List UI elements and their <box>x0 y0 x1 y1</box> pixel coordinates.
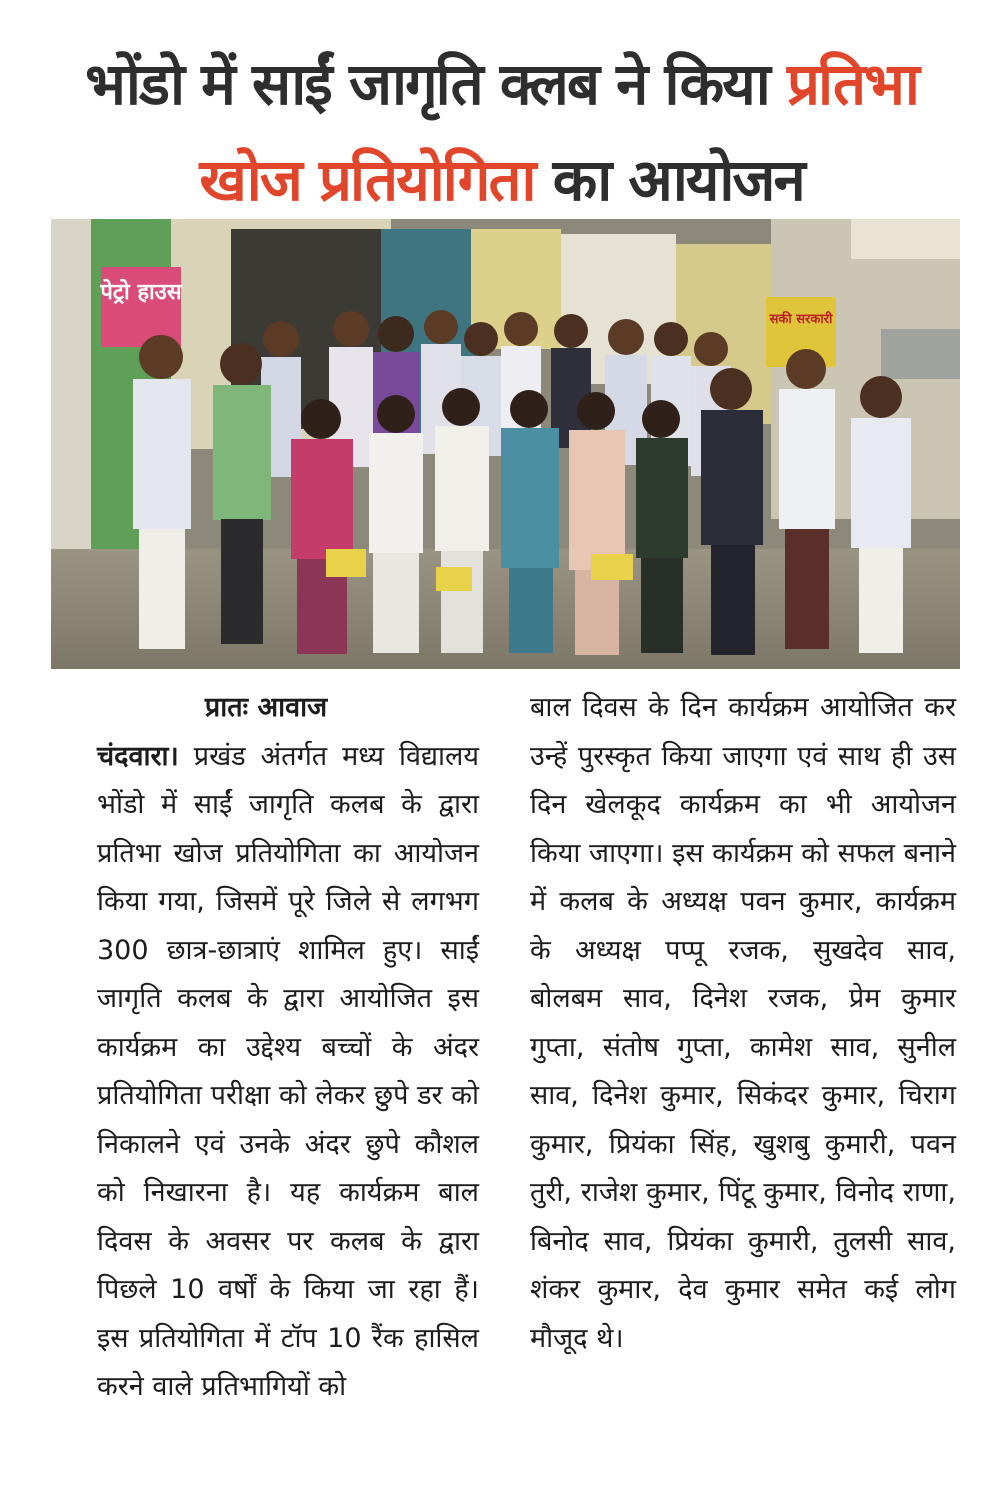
group-photo-illustration <box>51 219 960 669</box>
headline-line-2 <box>20 144 983 216</box>
headline-text-1: भोंडो में साईं जागृति क्लब ने किया <box>85 50 787 118</box>
headline-line-1 <box>20 48 983 120</box>
headline-highlight-1: प्रतिभा <box>786 50 918 118</box>
dateline: चंदवारा। <box>97 740 179 772</box>
board-text: सकी सरकारी <box>769 312 833 327</box>
headline-text-2: का आयोजन <box>534 146 804 214</box>
article-body-left <box>53 733 479 1412</box>
article-text-right: बाल दिवस के दिन कार्यक्रम आयोजित कर उन्हें पुरस्कृत किया जाएगा एवं साथ ही उस दिन खेलकूद कार्यक्रम का भी आयोजन किया जाएगा। इस कार्यक्रम को सफल बनाने में कलब के अध्यक्ष पवन कुमार, कार्यक्रम के अध्यक्ष पप्पू रजक, सुखदेव साव, बोलबम साव, दिनेश रजक, प्रेम कुमार गुप्ता, संतोष गुप्ता, कामेश साव, सुनील साव, दिनेश कुमार, सिकंदर कुमार, चिराग कुमार, प्रियंका सिंह, खुशबु कुमारी, पवन तुरी, राजेश कुमार, पिंटू कुमार, विनोद राणा, बिनोद साव, प्रियंका कुमारी, तुलसी साव, शंकर कुमार, देव कुमार समेत कई लोग मौजूद थे। <box>530 692 956 1354</box>
headline-highlight-2: खोज प्रतियोगिता <box>199 146 535 214</box>
group-photo <box>51 219 960 669</box>
article-text-left: प्रखंड अंतर्गत मध्य विद्यालय भोंडो में साईं जागृति कलब के द्वारा प्रतिभा खोज प्रतियोगिता का आयोजन किया गया, जिसमें पूरे जिले से लगभग 300 छात्र-छात्राएं शामिल हुए। साईं जागृति कलब के द्वारा आयोजित इस कार्यक्रम का उद्देश्य बच्चों के अंदर प्रतियोगिता परीक्षा को लेकर छुपे डर को निकालने एवं उनके अंदर छुपे कौशल को निखारना है। यह कार्यक्रम बाल दिवस के अवसर पर कलब के द्वारा पिछले 10 वर्षों के किया जा रहा हैं। इस प्रतियोगिता में टॉप 10 रैंक हासिल करने वाले प्रतिभागियों को <box>97 740 479 1402</box>
sign-text: पेट्रो हाउस <box>100 280 182 305</box>
article-column-left <box>53 684 479 1412</box>
article-column-right <box>530 684 956 1363</box>
byline: प्रातः आवाज <box>204 692 328 723</box>
